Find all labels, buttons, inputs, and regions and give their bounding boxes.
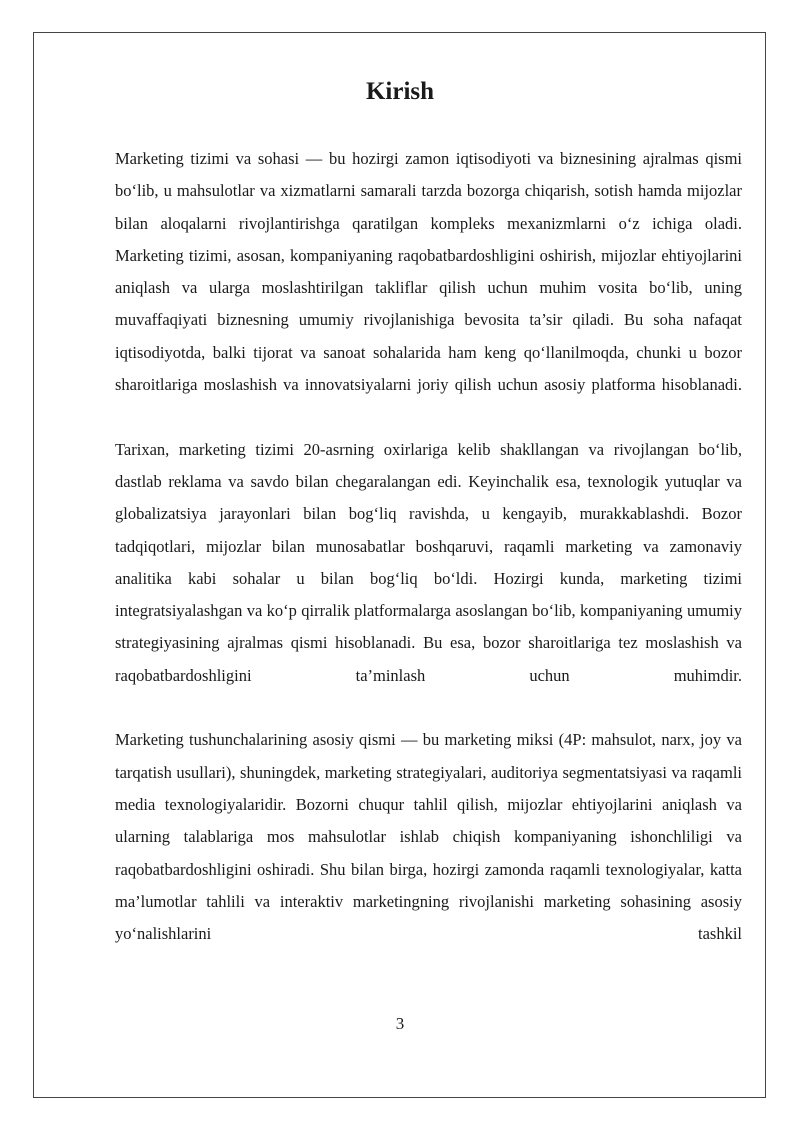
page-title: Kirish [365,78,435,105]
document-body [115,143,742,950]
page-number: 3 [395,1014,405,1033]
paragraph-history: Tarixan, marketing tizimi 20-asrning oxirlariga kelib shakllangan va rivojlangan bo‘lib, dastlab reklama va savdo bilan chegaralangan edi. Keyinchalik esa, texnologik yutuqlar va globalizatsiya jarayonlari bilan bog‘liq ravishda, u kengayib, murakkablashdi. Bozor tadqiqotlari, mijozlar bilan munosabatlar boshqaruvi, raqamli marketing va zamonaviy analitika kabi sohalar u bilan bog‘liq bo‘ldi. Hozirgi kunda, marketing tizimi integratsiyalashgan va ko‘p qirralik platformalarga asoslangan bo‘lib, kompaniyaning umumiy strategiyasining ajralmas qismi hisoblanadi. Bu esa, bozor sharoitlariga tez moslashish va raqobatbardoshligini ta’minlash uchun muhimdir. [115,439,742,685]
paragraph-marketing-mix: Marketing tushunchalarining asosiy qismi — bu marketing miksi (4P: mahsulot, narx, joy va tarqatish usullari), shuningdek, marketing strategiyalari, auditoriya segmentatsiyasi va raqamli media texnologiyalaridir. Bozorni chuqur tahlil qilish, mijozlar ehtiyojlarini aniqlash va ularning talablariga mos mahsulotlar ishlab chiqish kompaniyaning ishonchliligi va raqobatbardoshligini oshiradi. Shu bilan birga, hozirgi zamonda raqamli texnologiyalar, katta ma’lumotlar tahlili va interaktiv marketingning rivojlanishi marketing sohasining asosiy yo‘nalishlarini tashkil [115,730,742,944]
paragraph-introduction: Marketing tizimi va sohasi — bu hozirgi zamon iqtisodiyoti va biznesining ajralmas qismi bo‘lib, u mahsulotlar va xizmatlarni samarali tarzda bozorga chiqarish, sotish hamda mijozlar bilan aloqalarni rivojlantirishga qaratilgan kompleks mexanizmlarni o‘z ichiga oladi. Marketing tizimi, asosan, kompaniyaning raqobatbardoshligini oshirish, mijozlar ehtiyojlarini aniqlash va ularga moslashtirilgan takliflar qilish uchun muhim vosita bo‘lib, uning muvaffaqiyati biznesning umumiy rivojlanishiga bevosita ta’sir qiladi. Bu soha nafaqat iqtisodiyotda, balki tijorat va sanoat sohalarida ham keng qo‘llanilmoqda, chunki u bozor sharoitlariga moslashish va innovatsiyalarni joriy qilish uchun asosiy platforma hisoblanadi. [115,149,742,395]
